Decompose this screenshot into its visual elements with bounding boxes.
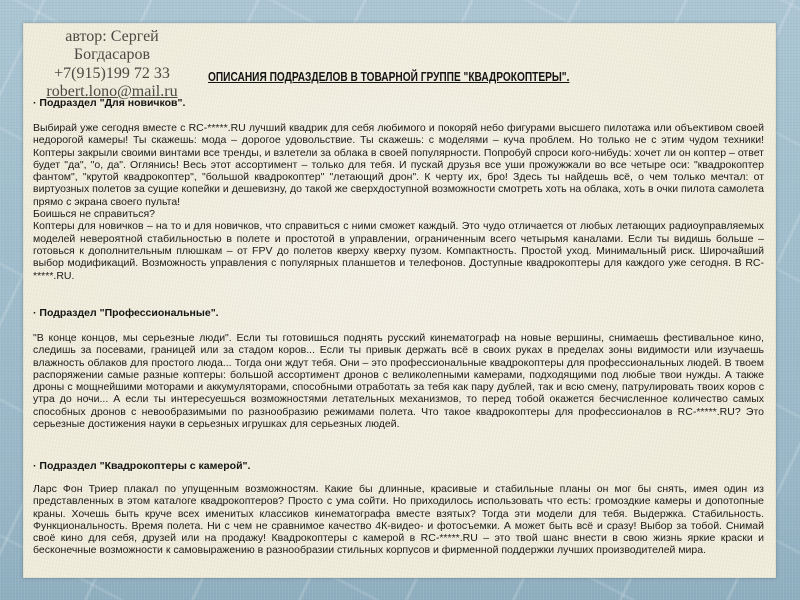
paragraph: Боишься не справиться? bbox=[33, 208, 156, 221]
section-body-beginners bbox=[33, 122, 764, 282]
author-name: автор: Сергей Богдасаров bbox=[65, 28, 159, 64]
author-phone: +7(915)199 72 33 bbox=[54, 64, 170, 82]
author-email-link[interactable]: robert.lono@mail.ru bbox=[46, 82, 178, 100]
paragraph: Коптеры для новичков – на то и для новичков, что справиться с ними сможет каждый. Это чудо отличается от любых летающих радиоуправляемых моделей невероятной стабильностью в полете и простотой в управлении, ограниченным всего четырьмя каналами. Если ты видишь больше – готовься к дополнительным плюшкам – от FPV до полетов кверху кверху пузом. Компактность. Простой уход. Минимальный риск. Широчайший выбор модификаций. Возможность управления с популярных планшетов и телефонов. Доступные квадрокоптеры для каждого уже сегодня. В RC-*****.RU. bbox=[33, 220, 764, 282]
section-body-camera bbox=[33, 483, 764, 557]
section-heading-beginners: · Подраздел "Для новичков". bbox=[33, 97, 186, 109]
document-title: ОПИСАНИЯ ПОДРАЗДЕЛОВ В ТОВАРНОЙ ГРУППЕ "КВАДРОКОПТЕРЫ". bbox=[208, 69, 570, 84]
section-heading-camera: · Подраздел "Квадрокоптеры с камерой". bbox=[33, 460, 251, 472]
paragraph: Выбирай уже сегодня вместе с RC-*****.RU лучший квадрик для себя любимого и покоряй небо фигурами высшего пилотажа или объективом своей недорогой камеры! Ты скажешь: мода – дорогое удовольствие. Ты скажешь: с моделями – куча проблем. Но только не с этим чудом техники! Коптеры закрыли своими винтами все тренды, и взлетели за облака в своей популярности. Попробуй спроси кого-нибудь: хочет ли он коптер – ответ будет "да", "о, да". Оглянись! Весь этот ассортимент – только для тебя. И пускай друзья все уши прожужжали во все четыре оси: "квадрокоптер фантом", "крутой квадрокоптер", "большой квадрокоптер" "летающий дрон". К черту их, бро! Здесь ты найдешь всё, о чем только мечтал: от виртуозных полетов за сущие копейки и дешевизну, до такой же сверхдоступной возможности смотреть хоть на облака, хоть в очки пилота самолета прямо с экрана своего пульта! bbox=[33, 122, 764, 208]
author-block bbox=[28, 28, 196, 101]
paragraph: Ларс Фон Триер плакал по упущенным возможностям. Какие бы длинные, красивые и стабильные планы он мог бы снять, имея один из представленных в этом каталоге квадрокоптеров? Просто с ума сойти. Но приходилось использовать что есть: громоздкие камеры и допотопные краны. Хочешь быть круче всех именитых классиков кинематографа вместе взятых? Тогда эти модели для тебя. Выдержка. Стабильность. Функциональность. Время полета. Ни с чем не сравнимое качество 4К-видео- и фотосъемки. А может быть всё и сразу! Выбор за тобой. Снимай своё кино для себя, друзей или на продажу! Квадрокоптеры с камерой в RC-*****.RU – это твой шанс внести в свою жизнь яркие краски и бесконечные возможности к самовыражению в разнообразии стильных корпусов и фирменной поддержки лучших производителей мира. bbox=[33, 483, 764, 557]
paragraph: "В конце концов, мы серьезные люди". Если ты готовишься поднять русский кинематограф на новые вершины, снимаешь фестивальное кино, следишь за посевами, границей или за стадом коров... Если ты привык держать всё в своих руках в пределах зоны видимости или изучаешь влажность облаков для простого люда... Тогда они ждут тебя. Они – это профессиональные квадрокоптеры для профессиональных людей. В твоем распоряжении самые разные коптеры: большой ассортимент дронов с великолепными камерами, подходящими под любые твои нужды. А также дроны с мощнейшими моторами и аккумуляторами, способными отработать за тебя как пару дублей, так и всю смену, патрулировать твоих коров с утра до ночи... А если ты интересуешься возможностями летательных механизмов, то перед тобой окажется бесчисленное количество самых способных дронов с невообразимыми по разнообразию режимами полета. Что такое квадрокоптеры для профессионалов в RC-*****.RU? Это серьезные достижения науки в серьезных игрушках для серьезных людей. bbox=[33, 332, 764, 431]
section-heading-professional: · Подраздел "Профессиональные". bbox=[33, 307, 219, 319]
document-page bbox=[23, 23, 776, 578]
section-body-professional bbox=[33, 332, 764, 430]
